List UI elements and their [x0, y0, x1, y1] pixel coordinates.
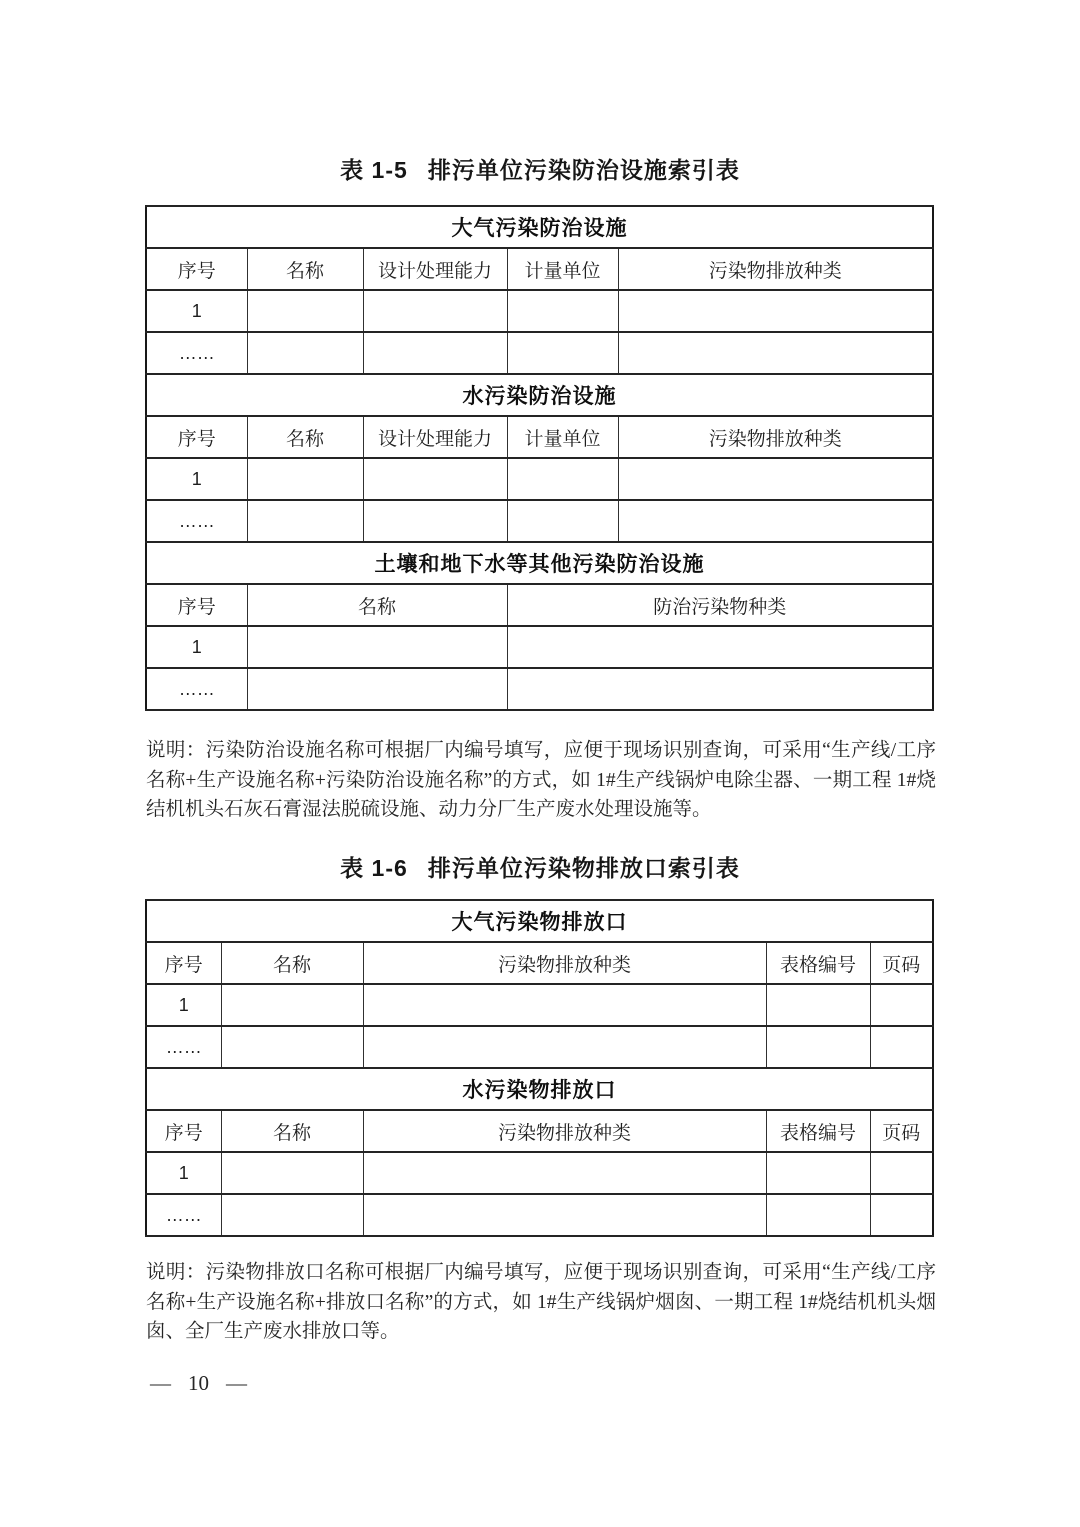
empty-cell — [221, 1152, 363, 1194]
empty-cell — [363, 458, 507, 500]
section-row-air-outlets — [146, 900, 933, 942]
empty-cell — [507, 332, 618, 374]
table-row — [146, 500, 933, 542]
table-row — [146, 290, 933, 332]
row-index-cell: …… — [146, 500, 247, 542]
empty-cell — [766, 1194, 870, 1236]
empty-cell — [363, 984, 766, 1026]
empty-cell — [766, 1026, 870, 1068]
column-header-unit: 计量单位 — [507, 248, 618, 290]
column-header-index: 序号 — [146, 416, 247, 458]
table-1-6-outlet-index — [145, 899, 934, 1237]
column-header-unit: 计量单位 — [507, 416, 618, 458]
column-header-page-number: 页码 — [870, 942, 933, 984]
empty-cell — [363, 1026, 766, 1068]
empty-cell — [870, 1194, 933, 1236]
section-row-water-facilities — [146, 374, 933, 416]
header-row-soil-facilities — [146, 584, 933, 626]
column-header-name: 名称 — [247, 416, 363, 458]
section-row-air-facilities — [146, 206, 933, 248]
column-header-name: 名称 — [247, 584, 507, 626]
column-header-pollutant-type: 污染物排放种类 — [363, 942, 766, 984]
column-header-index: 序号 — [146, 1110, 221, 1152]
page-footer — [150, 1371, 247, 1396]
empty-cell — [870, 1026, 933, 1068]
empty-cell — [221, 1194, 363, 1236]
column-header-name: 名称 — [247, 248, 363, 290]
table-row — [146, 626, 933, 668]
table-1-5-note: 说明：污染防治设施名称可根据厂内编号填写，应便于现场识别查询，可采用“生产线/工序名称+生产设施名称+污染防治设施名称”的方式，如 1#生产线锅炉电除尘器、一期工程 1#烧结机机头石灰石膏湿法脱硫设施、动力分厂生产废水处理设施等。 — [146, 740, 936, 820]
row-index-cell: …… — [146, 1194, 221, 1236]
empty-cell — [870, 984, 933, 1026]
empty-cell — [247, 458, 363, 500]
header-row-water-outlets — [146, 1110, 933, 1152]
section-header-soil-facilities: 土壤和地下水等其他污染防治设施 — [146, 542, 933, 584]
empty-cell — [870, 1152, 933, 1194]
table-row — [146, 1194, 933, 1236]
empty-cell — [247, 626, 507, 668]
row-index-cell: …… — [146, 332, 247, 374]
header-row-air-facilities — [146, 248, 933, 290]
section-header-water-facilities: 水污染防治设施 — [146, 374, 933, 416]
row-index-cell: 1 — [146, 290, 247, 332]
column-header-pollutant-type: 污染物排放种类 — [618, 416, 933, 458]
column-header-pollutant-type: 污染物排放种类 — [618, 248, 933, 290]
empty-cell — [247, 668, 507, 710]
empty-cell — [247, 332, 363, 374]
header-row-water-facilities — [146, 416, 933, 458]
row-index-cell: 1 — [146, 458, 247, 500]
row-index-cell: 1 — [146, 626, 247, 668]
section-row-water-outlets — [146, 1068, 933, 1110]
empty-cell — [363, 332, 507, 374]
empty-cell — [507, 626, 933, 668]
table-row — [146, 458, 933, 500]
empty-cell — [247, 500, 363, 542]
empty-cell — [507, 290, 618, 332]
header-row-air-outlets — [146, 942, 933, 984]
empty-cell — [363, 290, 507, 332]
column-header-form-number: 表格编号 — [766, 942, 870, 984]
empty-cell — [618, 290, 933, 332]
empty-cell — [507, 458, 618, 500]
column-header-name: 名称 — [221, 1110, 363, 1152]
table-1-5-title-text: 排污单位污染防治设施索引表 — [427, 157, 740, 183]
table-1-6-title — [0, 850, 1080, 883]
column-header-index: 序号 — [146, 942, 221, 984]
footer-dash-left: — — [150, 1371, 171, 1395]
empty-cell — [363, 1152, 766, 1194]
column-header-controlled-pollutant-type: 防治污染物种类 — [507, 584, 933, 626]
table-row — [146, 984, 933, 1026]
empty-cell — [766, 984, 870, 1026]
empty-cell — [618, 500, 933, 542]
table-1-5-title — [0, 152, 1080, 185]
table-1-6-note: 说明：污染物排放口名称可根据厂内编号填写，应便于现场识别查询，可采用“生产线/工序名称+生产设施名称+排放口名称”的方式，如 1#生产线锅炉烟囱、一期工程 1#烧结机机头烟囱、全厂生产废水排放口等。 — [146, 1262, 936, 1342]
section-row-soil-facilities — [146, 542, 933, 584]
footer-dash-right: — — [226, 1371, 247, 1395]
column-header-index: 序号 — [146, 248, 247, 290]
row-index-cell: …… — [146, 668, 247, 710]
empty-cell — [221, 1026, 363, 1068]
empty-cell — [247, 290, 363, 332]
page-number: 10 — [188, 1371, 209, 1395]
column-header-pollutant-type: 污染物排放种类 — [363, 1110, 766, 1152]
column-header-index: 序号 — [146, 584, 247, 626]
column-header-page-number: 页码 — [870, 1110, 933, 1152]
column-header-design-capacity: 设计处理能力 — [363, 416, 507, 458]
table-row — [146, 668, 933, 710]
column-header-form-number: 表格编号 — [766, 1110, 870, 1152]
table-1-5-facility-index — [145, 205, 934, 711]
empty-cell — [363, 500, 507, 542]
empty-cell — [507, 668, 933, 710]
empty-cell — [618, 332, 933, 374]
table-row — [146, 1026, 933, 1068]
table-1-6-title-text: 排污单位污染物排放口索引表 — [427, 855, 740, 881]
table-row — [146, 1152, 933, 1194]
column-header-design-capacity: 设计处理能力 — [363, 248, 507, 290]
row-index-cell: 1 — [146, 1152, 221, 1194]
empty-cell — [618, 458, 933, 500]
row-index-cell: …… — [146, 1026, 221, 1068]
section-header-air-facilities: 大气污染防治设施 — [146, 206, 933, 248]
empty-cell — [221, 984, 363, 1026]
column-header-name: 名称 — [221, 942, 363, 984]
empty-cell — [507, 500, 618, 542]
table-row — [146, 332, 933, 374]
section-header-water-outlets: 水污染物排放口 — [146, 1068, 933, 1110]
empty-cell — [363, 1194, 766, 1236]
row-index-cell: 1 — [146, 984, 221, 1026]
table-1-6-title-label: 表 1-6 — [340, 855, 408, 881]
empty-cell — [766, 1152, 870, 1194]
table-1-5-title-label: 表 1-5 — [340, 157, 408, 183]
section-header-air-outlets: 大气污染物排放口 — [146, 900, 933, 942]
